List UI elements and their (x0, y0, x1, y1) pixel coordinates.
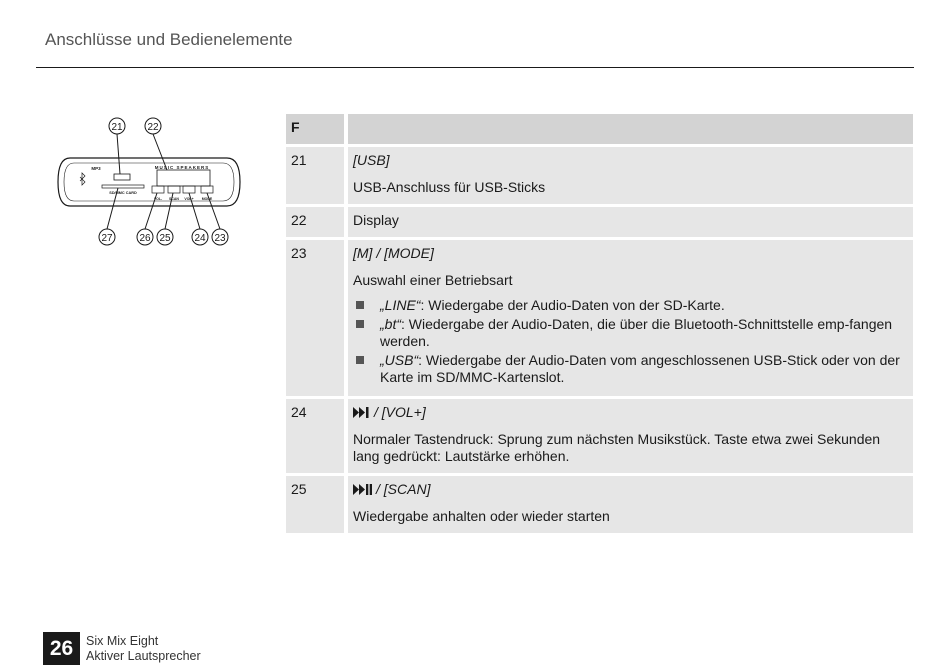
section-title: Anschlüsse und Bedienelemente (45, 30, 293, 49)
next-track-icon (353, 407, 371, 418)
panel-label-mp3: MP3 (91, 166, 101, 171)
callout-24-label: 24 (194, 233, 206, 244)
panel-label-vol-minus: VOL- (153, 197, 163, 201)
callout-21-label: 21 (111, 122, 123, 133)
row-number: 22 (286, 207, 344, 237)
sd-slot (102, 185, 144, 188)
header-divider (36, 67, 914, 68)
row-content (348, 147, 913, 204)
panel-label-brand: MUSIC SPEAKERS (154, 165, 210, 170)
table-row (286, 476, 913, 533)
row-description: Wiedergabe anhalten oder wieder starten (353, 508, 610, 524)
footer-line-1: Six Mix Eight (86, 634, 159, 648)
mode-text: : Wiedergabe der Audio-Daten von der SD-Karte. (420, 297, 725, 313)
mode-list (353, 297, 907, 386)
list-item (353, 352, 907, 386)
row-number: 24 (286, 399, 344, 473)
play-pause-icon (353, 484, 373, 495)
row-title: / [SCAN] (376, 481, 431, 497)
row-content (348, 399, 913, 473)
mode-text: : Wiedergabe der Audio-Daten, die über die Bluetooth-Schnittstelle emp-fangen werden. (380, 316, 893, 349)
row-title: [USB] (353, 152, 390, 168)
usb-port (114, 174, 130, 180)
row-description: Auswahl einer Betriebsart (353, 272, 513, 288)
footer-product (86, 634, 201, 664)
row-number: 25 (286, 476, 344, 533)
control-panel-diagram (52, 110, 247, 250)
table-header-row (286, 114, 913, 144)
list-item (353, 297, 907, 314)
row-number: 21 (286, 147, 344, 204)
callout-26-label: 26 (139, 233, 151, 244)
row-number: 23 (286, 240, 344, 396)
table-row (286, 399, 913, 473)
list-item (353, 316, 907, 350)
row-title: Display (353, 212, 399, 228)
row-description: Normaler Tastendruck: Sprung zum nächsten Musikstück. Taste etwa zwei Sekunden lang gedrückt: Lautstärke erhöhen. (353, 431, 881, 464)
panel-label-mode: MODE (201, 197, 213, 201)
callout-25-label: 25 (159, 233, 171, 244)
mode-term: „LINE“ (380, 297, 421, 313)
table-header-col1: F (286, 114, 344, 144)
row-content (348, 240, 913, 396)
panel-label-scan: SCAN (169, 197, 179, 201)
mode-text: : Wiedergabe der Audio-Daten vom angeschlossenen USB-Stick oder von der Karte im SD/MMC-Kartenslot. (380, 352, 900, 385)
bullet-square-icon (356, 301, 364, 309)
table-row (286, 240, 913, 396)
bullet-square-icon (356, 356, 364, 364)
panel-label-vol-plus: VOL+ (184, 197, 194, 201)
panel-label-sd-card: SD/MMC CARD (109, 191, 137, 195)
page-number: 26 (43, 632, 80, 665)
callout-27-label: 27 (101, 233, 113, 244)
row-title: [M] / [MODE] (353, 245, 434, 261)
bullet-square-icon (356, 320, 364, 328)
row-content (348, 207, 913, 237)
bluetooth-icon (80, 173, 85, 185)
callout-23-label: 23 (214, 233, 226, 244)
row-title: / [VOL+] (374, 404, 426, 420)
row-description: USB-Anschluss für USB-Sticks (353, 179, 546, 195)
mode-term: „bt“ (380, 316, 401, 332)
table-row (286, 147, 913, 204)
callout-22-label: 22 (147, 122, 159, 133)
table-header-col2 (348, 114, 913, 144)
table-row (286, 207, 913, 237)
footer-line-2: Aktiver Lautsprecher (86, 649, 201, 663)
controls-table (286, 114, 913, 536)
row-content (348, 476, 913, 533)
mode-term: „USB“ (380, 352, 419, 368)
display-window (157, 170, 210, 186)
